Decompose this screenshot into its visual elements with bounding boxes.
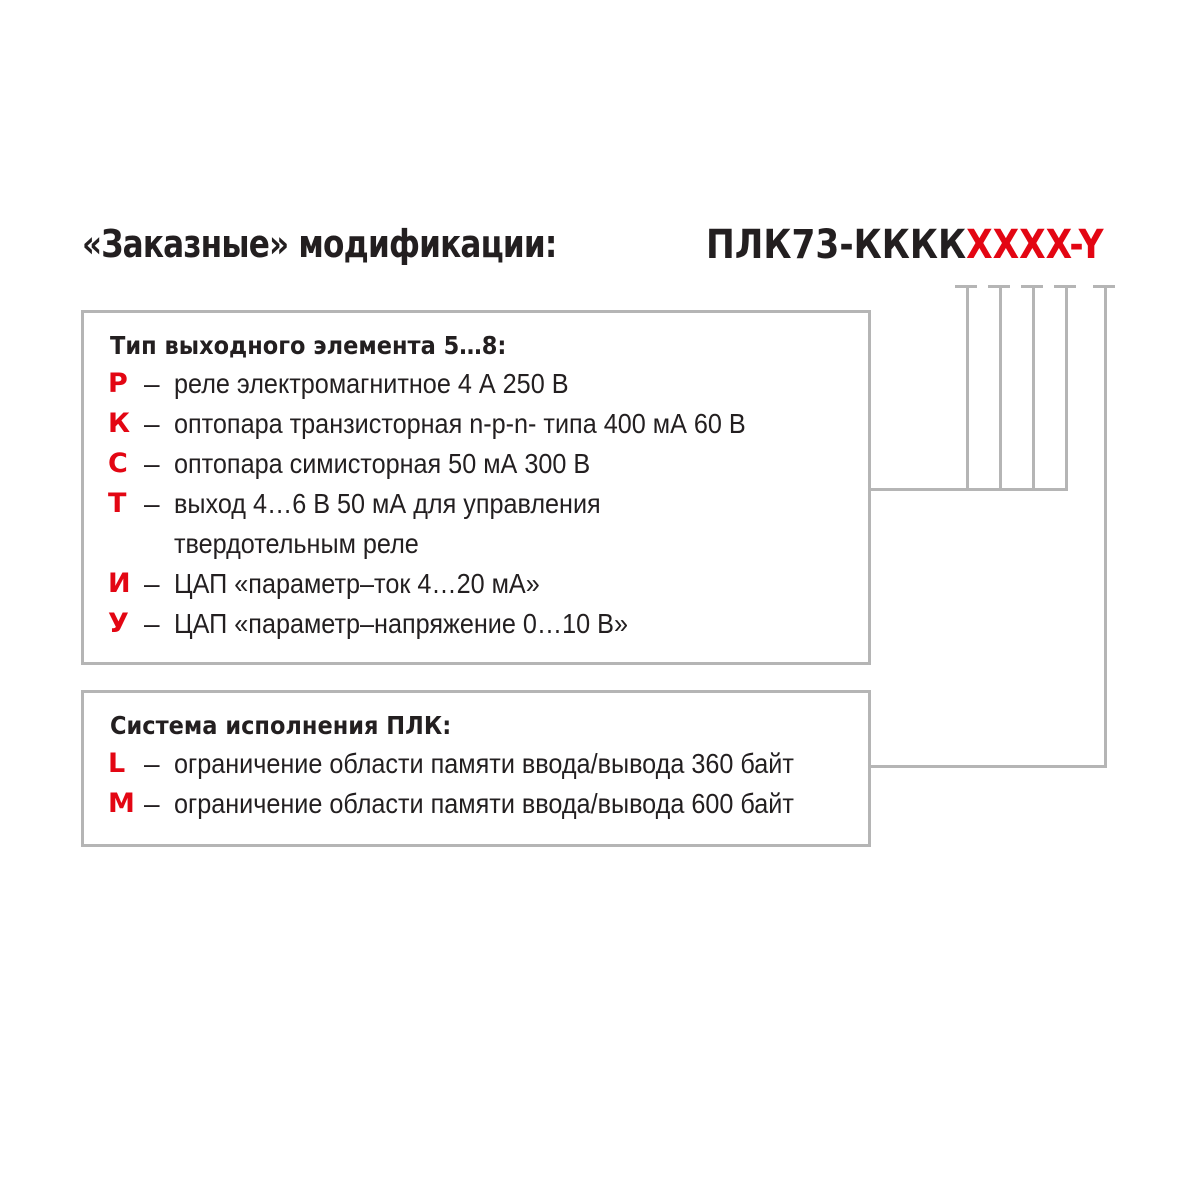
option-code: С [108, 448, 128, 479]
model-code-prefix: ПЛК73-КККК [706, 222, 967, 268]
option-description: выход 4…6 В 50 мА для управления [174, 488, 601, 519]
system-box [81, 690, 871, 847]
option-dash: – [144, 788, 160, 819]
option-dash: – [144, 608, 160, 639]
option-description: ЦАП «параметр–напряжение 0…10 В» [174, 608, 628, 639]
option-code: И [108, 568, 131, 599]
page-title: «Заказные» модификации: [82, 222, 557, 266]
option-dash: – [144, 368, 160, 399]
option-description: оптопара транзисторная n-p-n- типа 400 мА 60 В [174, 408, 746, 439]
option-description: реле электромагнитное 4 А 250 В [174, 368, 569, 399]
output-type-title: Тип выходного элемента 5…8: [110, 331, 507, 360]
option-dash: – [144, 448, 160, 479]
option-code: У [108, 608, 129, 639]
option-code: К [108, 408, 131, 439]
system-title: Система исполнения ПЛК: [110, 711, 452, 740]
option-dash: – [144, 748, 160, 779]
option-code: M [108, 788, 135, 819]
option-description: ограничение области памяти ввода/вывода 360 байт [174, 748, 794, 779]
model-code-x1: X [966, 222, 993, 268]
option-dash: – [144, 568, 160, 599]
connector-y-vertical [1104, 285, 1107, 768]
connector-x2-vertical [999, 285, 1002, 491]
option-dash: – [144, 488, 160, 519]
connector-x-horizontal [871, 488, 1068, 491]
model-code-y: Y [1078, 222, 1104, 268]
connector-y-horizontal [871, 765, 1107, 768]
option-code: L [108, 748, 126, 779]
option-code: Р [108, 368, 128, 399]
model-code-x3: X [1019, 222, 1046, 268]
option-description: твердотельным реле [174, 528, 419, 559]
output-type-box [81, 310, 871, 665]
option-description: оптопара симисторная 50 мА 300 В [174, 448, 591, 479]
option-description: ЦАП «параметр–ток 4…20 мА» [174, 568, 540, 599]
option-code: Т [108, 488, 127, 519]
option-dash: – [144, 408, 160, 439]
option-description: ограничение области памяти ввода/вывода 600 байт [174, 788, 794, 819]
model-code-x2: X [992, 222, 1020, 268]
model-code-x4: X [1045, 222, 1070, 268]
model-code [706, 222, 1104, 268]
connector-x4-vertical [1065, 285, 1068, 491]
connector-x1-vertical [966, 285, 969, 491]
connector-x3-vertical [1032, 285, 1035, 491]
model-code-separator: - [1069, 222, 1079, 268]
